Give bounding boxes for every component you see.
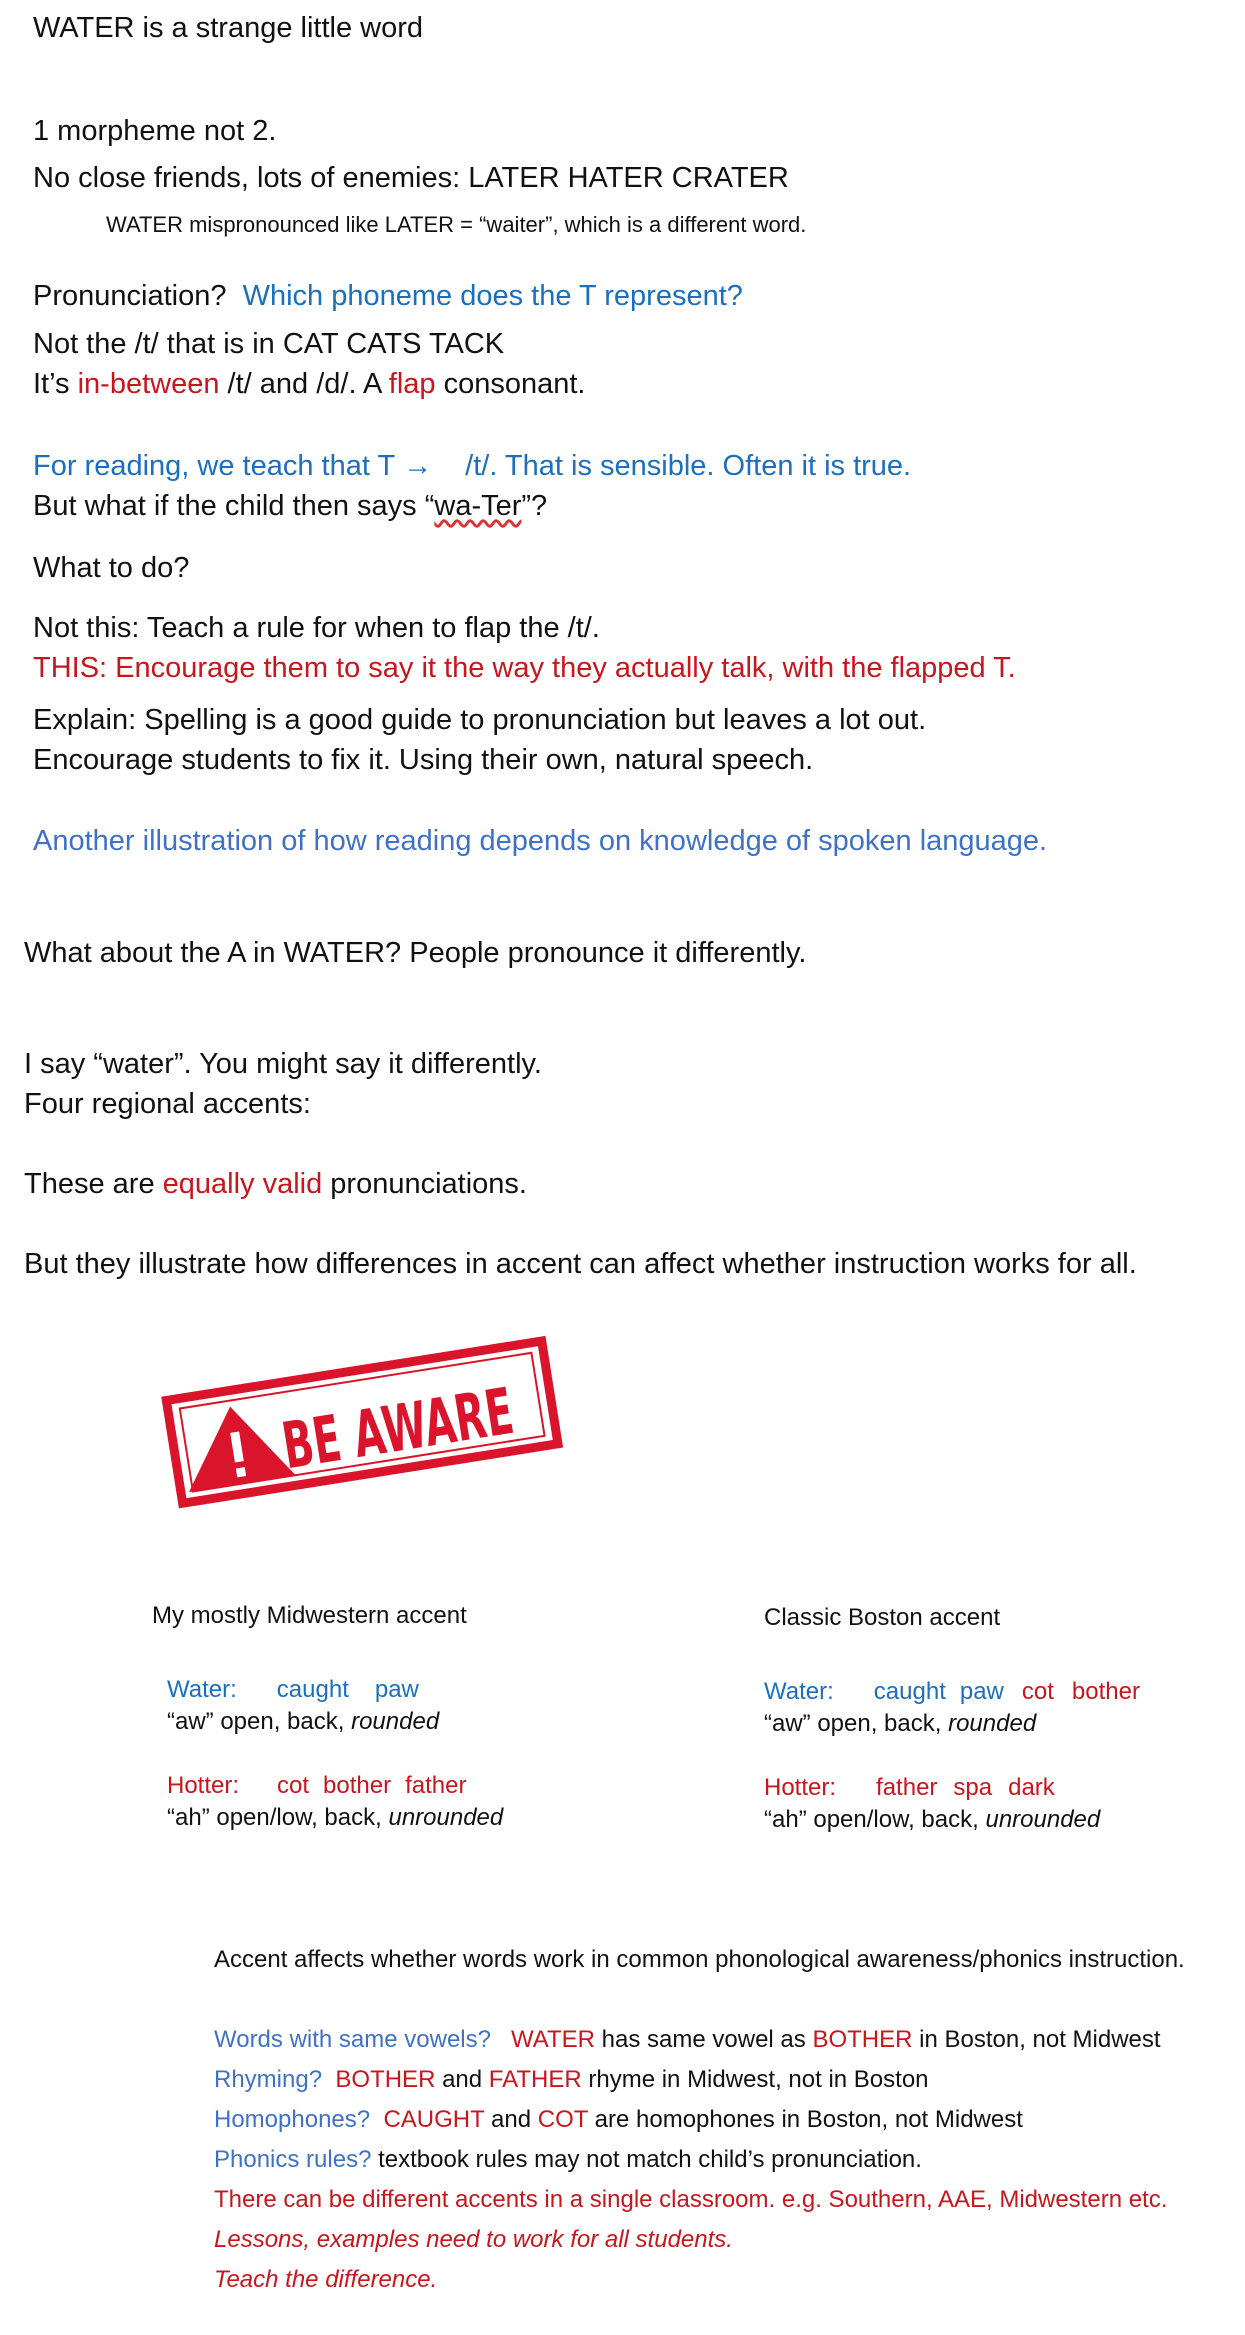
in-between-highlight: in-between bbox=[77, 368, 220, 400]
question-label: Homophones? bbox=[214, 2106, 371, 2133]
lessons-line: Lessons, examples need to work for all students. bbox=[214, 2226, 733, 2253]
text-segment: “aw” open, back, bbox=[764, 1710, 949, 1737]
homophones-line bbox=[214, 2106, 1023, 2134]
unrounded-label: unrounded bbox=[388, 1804, 504, 1831]
word: dark bbox=[1008, 1774, 1055, 1801]
text-segment: ”? bbox=[521, 490, 548, 522]
arrow-right-icon: → bbox=[403, 450, 433, 482]
rhyming-line bbox=[214, 2066, 929, 2094]
hotter-label: Hotter: bbox=[764, 1774, 837, 1801]
pronunciation-line bbox=[33, 280, 743, 313]
word: cot bbox=[277, 1772, 310, 1799]
text-segment: textbook rules may not match child’s pronunciation. bbox=[371, 2146, 922, 2173]
keyword: COT bbox=[537, 2106, 588, 2133]
keyword: CAUGHT bbox=[383, 2106, 485, 2133]
i-say-line: I say “water”. You might say it differently. bbox=[24, 1048, 542, 1080]
page-title: WATER is a strange little word bbox=[33, 12, 423, 44]
but-they-line: But they illustrate how differences in accent can affect whether instruction works for all. bbox=[24, 1248, 1137, 1280]
text-segment: These are bbox=[24, 1168, 163, 1200]
midwest-hotter-row bbox=[167, 1772, 466, 1800]
text-segment: consonant. bbox=[435, 368, 586, 400]
four-accents-line: Four regional accents: bbox=[24, 1088, 311, 1120]
word: cot bbox=[1021, 1678, 1054, 1705]
question-label: Phonics rules? bbox=[214, 2146, 372, 2173]
boston-hotter-row bbox=[764, 1774, 1055, 1802]
midwest-heading: My mostly Midwestern accent bbox=[152, 1602, 467, 1629]
text-segment: rhyme in Midwest, not in Boston bbox=[581, 2066, 929, 2093]
rounded-label: rounded bbox=[351, 1708, 440, 1735]
word: paw bbox=[959, 1678, 1004, 1705]
text-segment: pronunciations. bbox=[322, 1168, 527, 1200]
word: bother bbox=[1071, 1678, 1140, 1705]
text-segment: are homophones in Boston, not Midwest bbox=[587, 2106, 1023, 2133]
phonics-rules-line bbox=[214, 2146, 922, 2174]
not-t-line: Not the /t/ that is in CAT CATS TACK bbox=[33, 328, 505, 360]
word: caught bbox=[873, 1678, 946, 1705]
teach-line: Teach the difference. bbox=[214, 2266, 438, 2293]
unrounded-label: unrounded bbox=[985, 1806, 1101, 1833]
midwest-aw-row bbox=[167, 1708, 439, 1736]
encourage-line: Encourage students to fix it. Using their own, natural speech. bbox=[33, 744, 814, 776]
keyword: BOTHER bbox=[335, 2066, 436, 2093]
misspelled-word: wa-Ter bbox=[434, 490, 522, 522]
not-this-line: Not this: Teach a rule for when to flap the /t/. bbox=[33, 612, 600, 644]
text-segment: “ah” open/low, back, bbox=[167, 1804, 389, 1831]
flap-highlight: flap bbox=[388, 368, 436, 400]
in-between-line bbox=[33, 368, 585, 401]
phoneme-question: Which phoneme does the T represent? bbox=[242, 280, 743, 312]
word: father bbox=[876, 1774, 938, 1801]
mispronounced-line: WATER mispronounced like LATER = “waiter”, which is a different word. bbox=[106, 212, 807, 237]
text-segment: “ah” open/low, back, bbox=[764, 1806, 986, 1833]
water-label: Water: bbox=[764, 1678, 834, 1705]
boston-ah-row bbox=[764, 1806, 1100, 1834]
word: caught bbox=[276, 1676, 349, 1703]
boston-aw-row bbox=[764, 1710, 1036, 1738]
same-vowels-line bbox=[214, 2026, 1161, 2054]
boston-water-row bbox=[764, 1678, 1140, 1706]
hotter-label: Hotter: bbox=[167, 1772, 240, 1799]
water-label: Water: bbox=[167, 1676, 237, 1703]
equally-valid-highlight: equally valid bbox=[162, 1168, 323, 1200]
text-segment: But what if the child then says “ bbox=[33, 490, 435, 522]
different-accents-line: There can be different accents in a single classroom. e.g. Southern, AAE, Midwestern etc. bbox=[214, 2186, 1168, 2213]
question-label: Words with same vowels? bbox=[214, 2026, 491, 2053]
what-to-do-line: What to do? bbox=[33, 552, 190, 584]
accent-affects-line: Accent affects whether words work in common phonological awareness/phonics instruction. bbox=[214, 1946, 1185, 1973]
text-segment: /t/ and /d/. A bbox=[219, 368, 389, 400]
keyword: FATHER bbox=[488, 2066, 582, 2093]
stamp-text: BE AWARE bbox=[277, 1361, 605, 1485]
text-segment: and bbox=[484, 2106, 538, 2133]
boston-heading: Classic Boston accent bbox=[764, 1604, 1001, 1631]
word: father bbox=[405, 1772, 467, 1799]
text-segment: For reading, we teach that T bbox=[33, 450, 396, 482]
text-segment: in Boston, not Midwest bbox=[912, 2026, 1161, 2053]
this-line: THIS: Encourage them to say it the way they actually talk, with the flapped T. bbox=[33, 652, 1016, 684]
word: bother bbox=[323, 1772, 392, 1799]
text-segment: “aw” open, back, bbox=[167, 1708, 352, 1735]
child-line bbox=[33, 490, 547, 523]
another-illustration-line: Another illustration of how reading depends on knowledge of spoken language. bbox=[33, 825, 1048, 857]
keyword: WATER bbox=[511, 2026, 595, 2053]
rounded-label: rounded bbox=[948, 1710, 1037, 1737]
explain-line: Explain: Spelling is a good guide to pronunciation but leaves a lot out. bbox=[33, 704, 927, 736]
reading-line bbox=[33, 450, 911, 483]
enemies-line: No close friends, lots of enemies: LATER HATER CRATER bbox=[33, 162, 789, 194]
keyword: BOTHER bbox=[812, 2026, 913, 2053]
word: paw bbox=[374, 1676, 419, 1703]
be-aware-stamp bbox=[158, 1336, 605, 1506]
pronunciation-question: Pronunciation? bbox=[33, 280, 227, 312]
text-segment: It’s bbox=[33, 368, 78, 400]
question-label: Rhyming? bbox=[214, 2066, 323, 2093]
morpheme-line: 1 morpheme not 2. bbox=[33, 115, 277, 147]
word: spa bbox=[953, 1774, 993, 1801]
text-segment: /t/. That is sensible. Often it is true. bbox=[465, 450, 912, 482]
midwest-ah-row bbox=[167, 1804, 503, 1832]
equally-valid-line bbox=[24, 1168, 527, 1201]
text-segment: has same vowel as bbox=[595, 2026, 813, 2053]
midwest-water-row bbox=[167, 1676, 419, 1704]
about-a-line: What about the A in WATER? People pronounce it differently. bbox=[24, 937, 807, 969]
text-segment: and bbox=[435, 2066, 489, 2093]
